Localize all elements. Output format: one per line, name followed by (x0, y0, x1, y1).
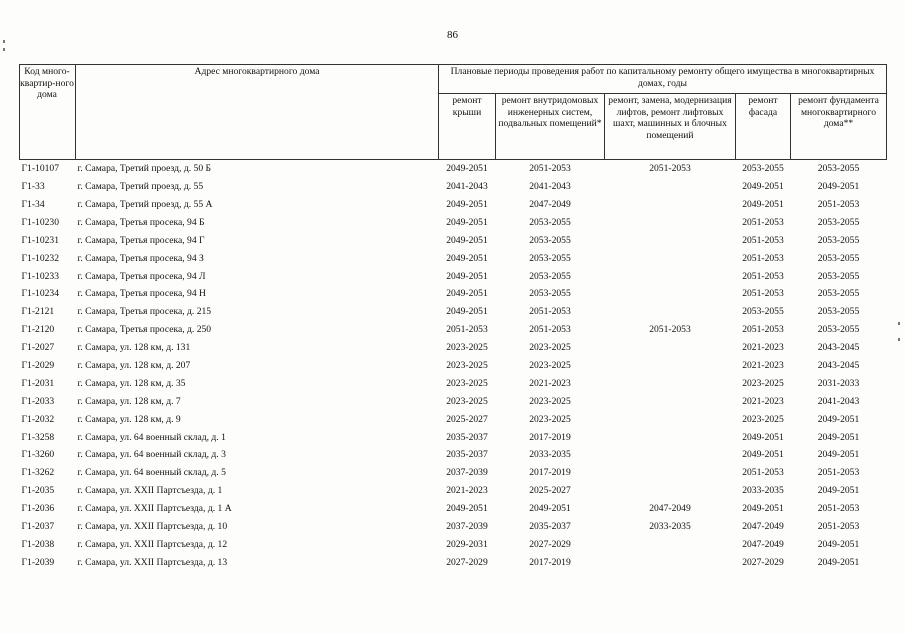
cell-lifts (605, 303, 736, 321)
cell-foundation: 2043-2045 (817, 359, 860, 371)
cell-facade: 2049-2051 (742, 198, 784, 210)
cell-foundation: 2041-2043 (817, 395, 860, 407)
cell-foundation: 2053-2055 (817, 252, 860, 264)
table-row (20, 285, 887, 303)
cell-lifts (605, 357, 736, 375)
cell-foundation: 2049-2051 (817, 485, 860, 497)
cell-facade: 2021-2023 (742, 342, 784, 354)
cell-address: г. Самара, Третья просека, д. 215 (77, 306, 212, 318)
header-code: Код много-квартир-ного дома (20, 65, 76, 160)
cell-lifts (605, 285, 736, 303)
scan-speck (3, 48, 5, 51)
repair-schedule-table (19, 64, 887, 571)
cell-address: г. Самара, ул. XXII Партсъезда, д. 13 (77, 556, 228, 568)
cell-lifts (605, 249, 736, 267)
cell-roof: 2049-2051 (446, 216, 488, 228)
cell-systems: 2017-2019 (529, 467, 571, 479)
cell-lifts (605, 482, 736, 500)
cell-lifts (605, 178, 736, 196)
cell-address: г. Самара, ул. XXII Партсъезда, д. 12 (77, 538, 228, 550)
table-row (20, 554, 887, 572)
cell-code: Г1-10107 (21, 163, 60, 175)
cell-roof: 2037-2039 (446, 467, 488, 479)
cell-code: Г1-10231 (21, 234, 60, 246)
cell-address: г. Самара, Третья просека, 94 Н (77, 288, 206, 300)
cell-roof: 2049-2051 (446, 503, 488, 515)
cell-systems: 2051-2053 (529, 324, 571, 336)
cell-foundation: 2043-2045 (817, 342, 860, 354)
scan-speck (898, 338, 900, 341)
cell-address: г. Самара, ул. 128 км, д. 207 (77, 359, 191, 371)
cell-facade: 2053-2055 (742, 306, 784, 318)
cell-foundation: 2053-2055 (817, 270, 860, 282)
cell-foundation: 2053-2055 (817, 216, 860, 228)
table-row (20, 214, 887, 232)
header-lifts: ремонт, замена, модернизация лифтов, ремонт лифтовых шахт, машинных и блочных помещений (605, 94, 736, 160)
table-row (20, 339, 887, 357)
cell-roof: 2049-2051 (446, 306, 488, 318)
cell-code: Г1-2039 (21, 556, 55, 568)
header-systems: ремонт внутридомовых инженерных систем, подвальных помещений* (496, 94, 605, 160)
cell-systems: 2051-2053 (529, 306, 571, 318)
cell-facade: 2033-2035 (742, 485, 784, 497)
cell-foundation: 2051-2053 (817, 521, 860, 532)
table-row (20, 393, 887, 411)
cell-facade: 2053-2055 (742, 163, 784, 175)
table-row (20, 267, 887, 285)
table-row (20, 160, 887, 178)
cell-roof: 2035-2037 (446, 449, 488, 461)
cell-facade: 2051-2053 (742, 216, 784, 228)
cell-roof: 2025-2027 (446, 413, 488, 425)
cell-foundation: 2053-2055 (817, 234, 860, 246)
cell-roof: 2041-2043 (446, 181, 488, 193)
table-row (20, 178, 887, 196)
cell-lifts: 2047-2049 (649, 503, 691, 515)
header-facade: ремонт фасада (736, 94, 791, 160)
cell-address: г. Самара, Третья просека, д. 250 (77, 324, 212, 336)
cell-address: г. Самара, Третья просека, 94 Г (77, 234, 205, 246)
cell-roof: 2023-2025 (446, 395, 488, 407)
cell-facade: 2051-2053 (742, 467, 784, 479)
cell-foundation: 2049-2051 (817, 181, 860, 193)
cell-address: г. Самара, ул. XXII Партсъезда, д. 1 (77, 485, 223, 497)
cell-roof: 2051-2053 (446, 324, 488, 336)
cell-facade: 2047-2049 (742, 521, 784, 532)
cell-foundation: 2049-2051 (817, 556, 860, 568)
cell-systems: 2049-2051 (529, 503, 571, 515)
cell-roof: 2023-2025 (446, 377, 488, 389)
cell-code: Г1-2032 (21, 413, 55, 425)
table-row (20, 518, 887, 536)
cell-foundation: 2053-2055 (817, 163, 860, 175)
cell-systems: 2017-2019 (529, 556, 571, 568)
cell-address: г. Самара, ул. XXII Партсъезда, д. 10 (77, 521, 228, 532)
cell-code: Г1-2027 (21, 342, 55, 354)
page-number: 86 (447, 29, 458, 41)
cell-lifts (605, 232, 736, 250)
cell-address: г. Самара, ул. 64 военный склад, д. 3 (77, 449, 226, 461)
cell-code: Г1-2035 (21, 485, 55, 497)
cell-systems: 2051-2053 (529, 163, 571, 175)
cell-foundation: 2051-2053 (817, 467, 860, 479)
cell-code: Г1-3258 (21, 431, 55, 443)
cell-roof: 2049-2051 (446, 288, 488, 300)
cell-systems: 2023-2025 (529, 395, 571, 407)
header-address: Адрес многоквартирного дома (76, 65, 439, 160)
cell-roof: 2049-2051 (446, 163, 488, 175)
table-row (20, 375, 887, 393)
header-roof: ремонт крыши (439, 94, 496, 160)
cell-address: г. Самара, ул. 128 км, д. 131 (77, 342, 191, 354)
cell-code: Г1-2036 (21, 503, 55, 515)
cell-address: г. Самара, Третья просека, 94 Л (77, 270, 206, 282)
cell-lifts (605, 446, 736, 464)
cell-code: Г1-33 (21, 181, 45, 193)
cell-code: Г1-2033 (21, 395, 55, 407)
table-row (20, 196, 887, 214)
cell-address: г. Самара, ул. 128 км, д. 9 (77, 413, 181, 425)
cell-code: Г1-2121 (21, 306, 55, 318)
cell-roof: 2023-2025 (446, 359, 488, 371)
cell-roof: 2027-2029 (446, 556, 488, 568)
cell-roof: 2049-2051 (446, 270, 488, 282)
cell-address: г. Самара, ул. 128 км, д. 7 (77, 395, 181, 407)
cell-roof: 2035-2037 (446, 431, 488, 443)
cell-lifts (605, 214, 736, 232)
cell-code: Г1-2120 (21, 324, 55, 336)
cell-facade: 2051-2053 (742, 288, 784, 300)
cell-roof: 2037-2039 (446, 521, 488, 532)
table-row (20, 446, 887, 464)
cell-lifts: 2051-2053 (649, 163, 691, 175)
cell-systems: 2033-2035 (529, 449, 571, 461)
cell-facade: 2051-2053 (742, 270, 784, 282)
cell-lifts (605, 554, 736, 572)
cell-code: Г1-10234 (21, 288, 60, 300)
cell-systems: 2053-2055 (529, 216, 571, 228)
cell-address: г. Самара, ул. 64 военный склад, д. 1 (77, 431, 226, 443)
cell-lifts (605, 428, 736, 446)
cell-facade: 2021-2023 (742, 395, 784, 407)
cell-roof: 2049-2051 (446, 198, 488, 210)
cell-systems: 2025-2027 (529, 485, 571, 497)
cell-lifts (605, 393, 736, 411)
cell-facade: 2047-2049 (742, 538, 784, 550)
cell-facade: 2049-2051 (742, 503, 784, 515)
cell-facade: 2023-2025 (742, 377, 784, 389)
cell-lifts (605, 339, 736, 357)
table-row (20, 357, 887, 375)
cell-foundation: 2049-2051 (817, 538, 860, 550)
table-body (20, 160, 887, 572)
cell-systems: 2047-2049 (529, 198, 571, 210)
cell-address: г. Самара, Третий проезд, д. 55 А (77, 198, 213, 210)
cell-facade: 2049-2051 (742, 449, 784, 461)
cell-foundation: 2053-2055 (817, 306, 860, 318)
table-row (20, 321, 887, 339)
table-row (20, 428, 887, 446)
table-row (20, 536, 887, 554)
table-row (20, 410, 887, 428)
cell-systems: 2023-2025 (529, 359, 571, 371)
cell-address: г. Самара, Третья просека, 94 З (77, 252, 204, 264)
cell-roof: 2049-2051 (446, 234, 488, 246)
cell-code: Г1-10233 (21, 270, 60, 282)
table-row (20, 303, 887, 321)
cell-lifts (605, 410, 736, 428)
cell-foundation: 2049-2051 (817, 431, 860, 443)
table-row (20, 482, 887, 500)
table-row (20, 249, 887, 267)
cell-lifts (605, 196, 736, 214)
scan-speck (3, 40, 5, 43)
cell-facade: 2021-2023 (742, 359, 784, 371)
cell-roof: 2021-2023 (446, 485, 488, 497)
cell-foundation: 2031-2033 (817, 377, 860, 389)
cell-systems: 2053-2055 (529, 252, 571, 264)
cell-address: г. Самара, ул. XXII Партсъезда, д. 1 А (77, 503, 232, 515)
cell-code: Г1-10232 (21, 252, 60, 264)
cell-systems: 2027-2029 (529, 538, 571, 550)
header-periods: Плановые периоды проведения работ по капитальному ремонту общего имущества в многоквартирных домах, годы (439, 65, 887, 94)
table-row (20, 232, 887, 250)
cell-systems: 2017-2019 (529, 431, 571, 443)
cell-systems: 2041-2043 (529, 181, 571, 193)
cell-roof: 2029-2031 (446, 538, 488, 550)
cell-foundation: 2051-2053 (817, 198, 860, 210)
cell-facade: 2023-2025 (742, 413, 784, 425)
table-row (20, 464, 887, 482)
cell-systems: 2053-2055 (529, 234, 571, 246)
cell-systems: 2021-2023 (529, 377, 571, 389)
cell-facade: 2027-2029 (742, 556, 784, 568)
cell-systems: 2053-2055 (529, 288, 571, 300)
cell-code: Г1-2037 (21, 521, 55, 532)
cell-lifts: 2033-2035 (649, 521, 691, 532)
cell-roof: 2049-2051 (446, 252, 488, 264)
cell-code: Г1-2029 (21, 359, 55, 371)
cell-address: г. Самара, ул. 128 км, д. 35 (77, 377, 186, 389)
cell-code: Г1-2038 (21, 538, 55, 550)
cell-systems: 2023-2025 (529, 342, 571, 354)
cell-code: Г1-2031 (21, 377, 55, 389)
scan-speck (898, 322, 900, 325)
cell-facade: 2049-2051 (742, 181, 784, 193)
cell-facade: 2051-2053 (742, 252, 784, 264)
cell-address: г. Самара, Третий проезд, д. 55 (77, 181, 204, 193)
cell-lifts (605, 464, 736, 482)
cell-foundation: 2053-2055 (817, 324, 860, 336)
cell-systems: 2053-2055 (529, 270, 571, 282)
header-foundation: ремонт фундамента многоквартирного дома** (791, 94, 887, 160)
cell-address: г. Самара, Третий проезд, д. 50 Б (77, 163, 212, 175)
cell-systems: 2023-2025 (529, 413, 571, 425)
cell-foundation: 2051-2053 (817, 503, 860, 515)
cell-foundation: 2053-2055 (817, 288, 860, 300)
cell-code: Г1-10230 (21, 216, 60, 228)
cell-foundation: 2049-2051 (817, 449, 860, 461)
cell-lifts (605, 267, 736, 285)
cell-lifts: 2051-2053 (649, 324, 691, 336)
cell-facade: 2051-2053 (742, 234, 784, 246)
table-row (20, 500, 887, 518)
cell-code: Г1-34 (21, 198, 45, 210)
cell-facade: 2049-2051 (742, 431, 784, 443)
cell-lifts (605, 536, 736, 554)
cell-foundation: 2049-2051 (817, 413, 860, 425)
cell-facade: 2051-2053 (742, 324, 784, 336)
cell-address: г. Самара, Третья просека, 94 Б (77, 216, 205, 228)
cell-systems: 2035-2037 (529, 521, 571, 532)
cell-code: Г1-3260 (21, 449, 55, 461)
cell-lifts (605, 375, 736, 393)
cell-address: г. Самара, ул. 64 военный склад, д. 5 (77, 467, 226, 479)
cell-code: Г1-3262 (21, 467, 55, 479)
cell-roof: 2023-2025 (446, 342, 488, 354)
